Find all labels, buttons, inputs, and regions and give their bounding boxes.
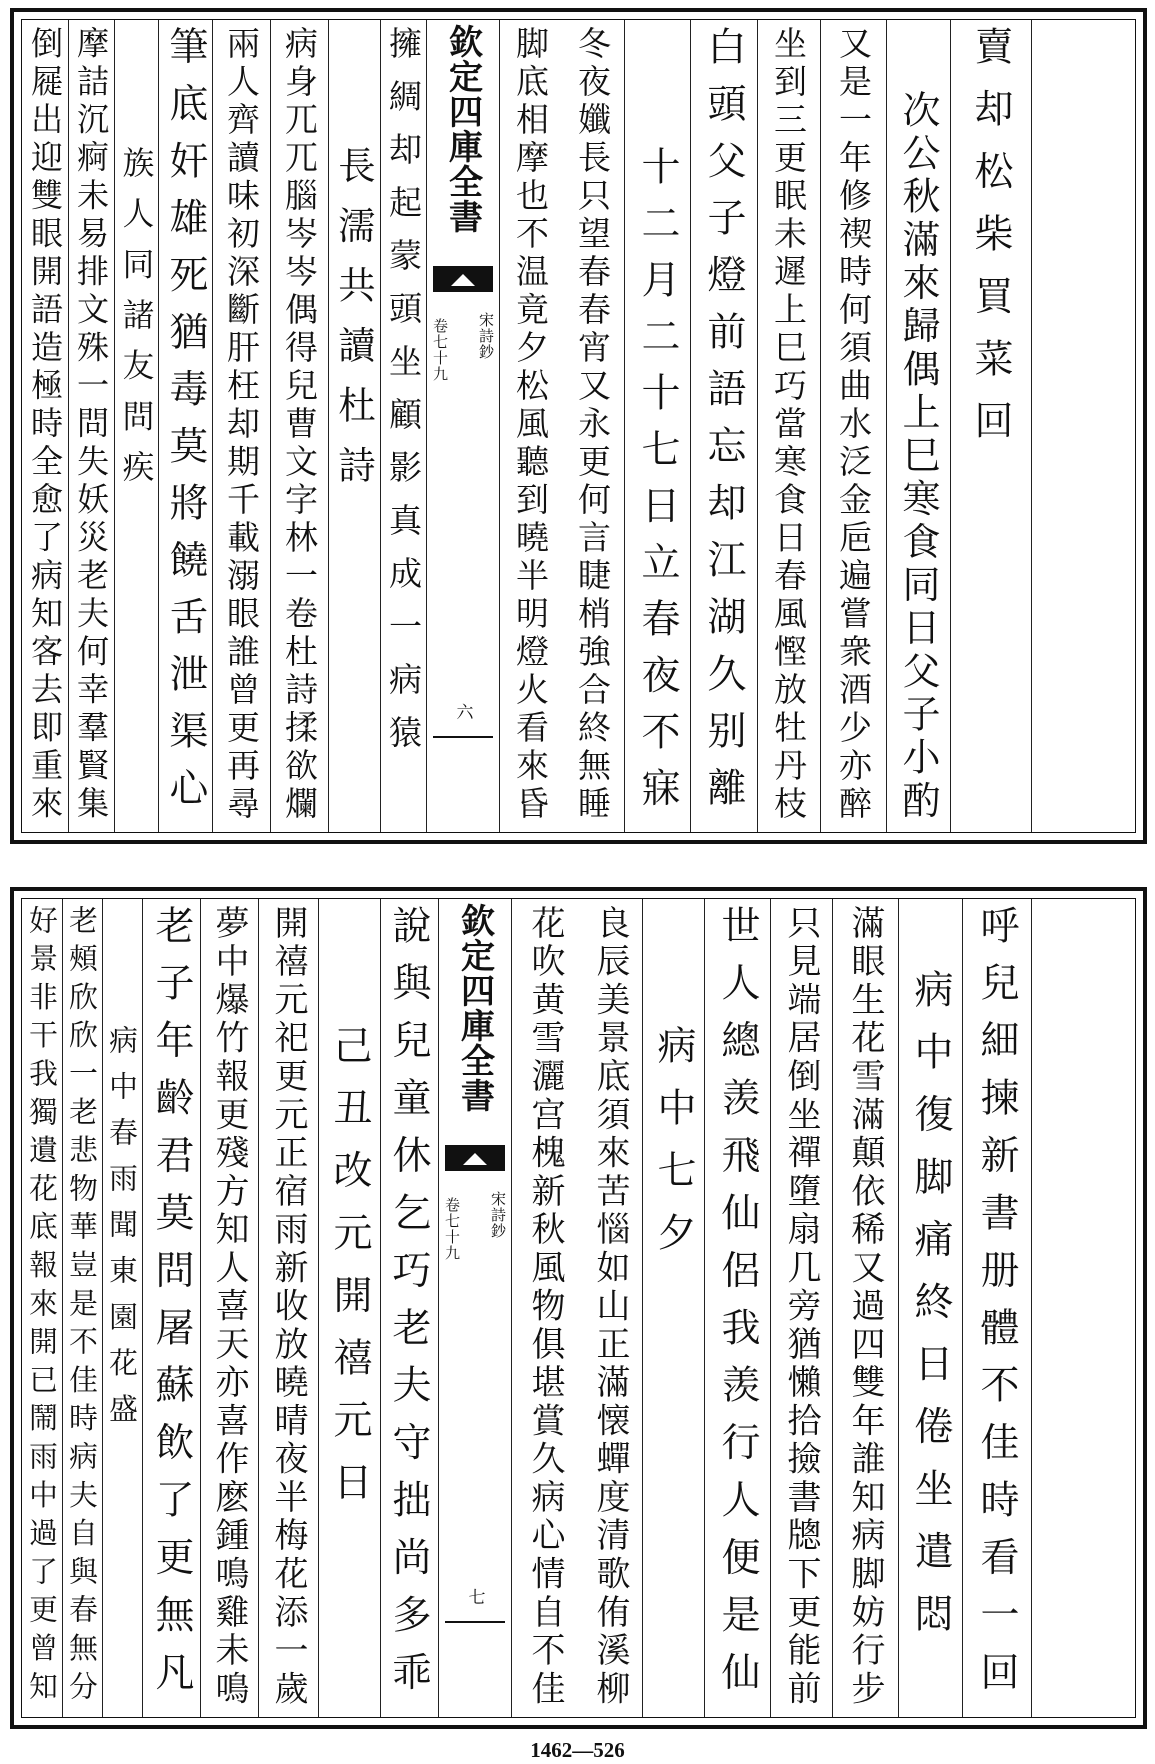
upper-col-r5-text: 白頭父子燈前語忘却江湖久别離 bbox=[701, 26, 746, 824]
upper-col-l3-text: 病身兀兀腦岑岑偶得兒曹文字林一卷杜詩揉欲爛 bbox=[280, 26, 319, 825]
lower-fish-tail-mark bbox=[445, 1145, 505, 1171]
lower-col-r8 bbox=[512, 899, 578, 1717]
lower-col-r6-text: 病中七夕 bbox=[651, 1025, 696, 1275]
lower-page bbox=[10, 887, 1147, 1729]
lower-col-r2-text: 病中復脚痛終日倦坐遣悶 bbox=[908, 969, 953, 1656]
lower-col-r4 bbox=[770, 899, 833, 1717]
lower-header-title: 欽定四庫全書 bbox=[454, 903, 495, 1113]
upper-page bbox=[10, 8, 1147, 844]
lower-col-l4 bbox=[200, 899, 259, 1717]
lower-header-volume: 卷七十九 bbox=[443, 1197, 461, 1261]
upper-col-r5 bbox=[690, 20, 758, 832]
lower-col-l6 bbox=[102, 899, 143, 1717]
lower-col-l4-text: 夢中爆竹報更殘方知人喜天亦喜作麽鍾鳴雞未鳴 bbox=[209, 905, 249, 1709]
lower-col-l5-text: 老子年齡君莫問屠蘇飲了更無凡 bbox=[149, 905, 194, 1709]
upper-col-r6-text: 十二月二十七日立春夜不寐 bbox=[635, 146, 680, 824]
upper-col-r6 bbox=[624, 20, 691, 832]
lower-col-r5-text: 世人總羡飛仙侶我羡行人便是仙 bbox=[715, 905, 760, 1709]
lower-col-r5 bbox=[704, 899, 771, 1717]
upper-header-volume: 卷七十九 bbox=[431, 318, 449, 382]
lower-col-l3 bbox=[258, 899, 319, 1717]
upper-col-r7 bbox=[560, 20, 625, 832]
upper-page-number: 六 bbox=[452, 703, 473, 720]
lower-col-l5 bbox=[142, 899, 201, 1717]
upper-col-r4 bbox=[757, 20, 821, 832]
upper-fish-tail-mark bbox=[433, 266, 493, 292]
upper-col-l3 bbox=[270, 20, 329, 832]
upper-col-l8 bbox=[22, 20, 69, 832]
lower-col-l8-text: 好景非干我獨遺花底報來開已鬧雨中過了更曾知 bbox=[25, 905, 59, 1710]
lower-page-number: 七 bbox=[464, 1588, 485, 1605]
lower-header-book: 宋詩鈔 bbox=[489, 1191, 507, 1239]
upper-col-r8-text: 脚底相摩也不温竟夕松風聽到曉半明燈火看來昏 bbox=[511, 26, 550, 825]
lower-col-r4-text: 只見端居倒坐禪墮扇几旁猶懶拾撿書牕下更能前 bbox=[781, 905, 821, 1709]
upper-col-r8 bbox=[500, 20, 560, 832]
lower-col-r8-text: 花吹黄雪灑宫槐新秋風物俱堪賞久病心情自不佳 bbox=[525, 905, 565, 1709]
upper-center-margin bbox=[426, 20, 500, 832]
lower-col-l7 bbox=[62, 899, 103, 1717]
upper-col-r1 bbox=[950, 20, 1032, 832]
upper-header-title: 欽定四庫全書 bbox=[442, 24, 483, 234]
lower-page-frame bbox=[21, 898, 1136, 1718]
upper-col-l7 bbox=[68, 20, 115, 832]
lower-col-l3-text: 開禧元祀更元正宿雨新收放曉晴夜半梅花添一歲 bbox=[268, 905, 308, 1709]
upper-col-l2 bbox=[328, 20, 381, 832]
lower-col-l2-text: 己丑改元開禧元日 bbox=[327, 1025, 372, 1525]
lower-col-r2 bbox=[898, 899, 963, 1717]
upper-col-r4-text: 坐到三更眠未遲上巳巧當寒食日春風慳放牡丹枝 bbox=[769, 26, 808, 825]
lower-col-r7-text: 良辰美景底須來苦惱如山正滿懐蟬度清歌侑溪柳 bbox=[590, 905, 630, 1709]
upper-col-l8-text: 倒屣出迎雙眼開語造極時全愈了病知客去即重來 bbox=[26, 26, 64, 825]
upper-col-r3-text: 又是一年修禊時何須曲水泛金巵遍嘗衆酒少亦醉 bbox=[834, 26, 873, 825]
upper-col-l4 bbox=[212, 20, 271, 832]
lower-center-margin bbox=[438, 899, 512, 1717]
upper-col-l5 bbox=[158, 20, 213, 832]
upper-page-frame bbox=[21, 19, 1136, 833]
lower-col-l6-text: 病中春雨聞東園花盛 bbox=[105, 1025, 139, 1440]
upper-col-l6-text: 族人同諸友問疾 bbox=[118, 146, 154, 501]
upper-col-l6 bbox=[114, 20, 159, 832]
lower-col-l7-text: 老頰欣欣一老悲物華豈是不佳時病夫自與春無分 bbox=[65, 905, 99, 1710]
upper-col-l2-text: 長濡共讀杜詩 bbox=[332, 146, 376, 506]
upper-col-l4-text: 兩人齊讀味初深斷肝枉却期千載溺眼誰曾更再尋 bbox=[222, 26, 261, 825]
lower-col-r7 bbox=[578, 899, 643, 1717]
upper-col-r3 bbox=[820, 20, 887, 832]
lower-col-l2 bbox=[318, 899, 381, 1717]
upper-col-r7-text: 冬夜孅長只望春春宵又永更何言睫梢強合終無睡 bbox=[573, 26, 612, 825]
lower-col-r6 bbox=[642, 899, 705, 1717]
upper-col-l1 bbox=[380, 20, 426, 832]
upper-col-r2-text: 次公秋滿來歸偶上巳寒食同日父子小酌 bbox=[896, 90, 940, 824]
upper-col-r1-text: 賣却松柴買菜回 bbox=[968, 26, 1013, 463]
lower-col-r1-text: 呼兒細揀新書册體不佳時看一回 bbox=[974, 905, 1019, 1709]
lower-col-l8 bbox=[22, 899, 63, 1717]
upper-bottom-mark bbox=[433, 736, 493, 832]
lower-col-l1-text: 說與兒童休乞巧老夫守拙尚多乖 bbox=[386, 905, 431, 1709]
lower-col-l1 bbox=[380, 899, 436, 1717]
upper-col-l5-text: 筆底奸雄死猶毒莫將饒舌泄渠心 bbox=[163, 26, 208, 825]
page-caption: 1462—526 bbox=[530, 1738, 625, 1762]
lower-bottom-mark bbox=[445, 1621, 505, 1717]
upper-col-l7-text: 摩詰沉痾未易排文殊一問失妖災老夫何幸羣賢集 bbox=[72, 26, 110, 825]
upper-header-book: 宋詩鈔 bbox=[477, 312, 495, 360]
lower-col-r3 bbox=[832, 899, 899, 1717]
upper-col-r2 bbox=[886, 20, 951, 832]
lower-col-r1 bbox=[962, 899, 1032, 1717]
lower-col-r3-text: 滿眼生花雪滿顛依稀又過四雙年誰知病脚妨行步 bbox=[845, 905, 885, 1709]
upper-col-l1-text: 擁綢却起蒙頭坐顧影真成一病猿 bbox=[384, 26, 423, 768]
